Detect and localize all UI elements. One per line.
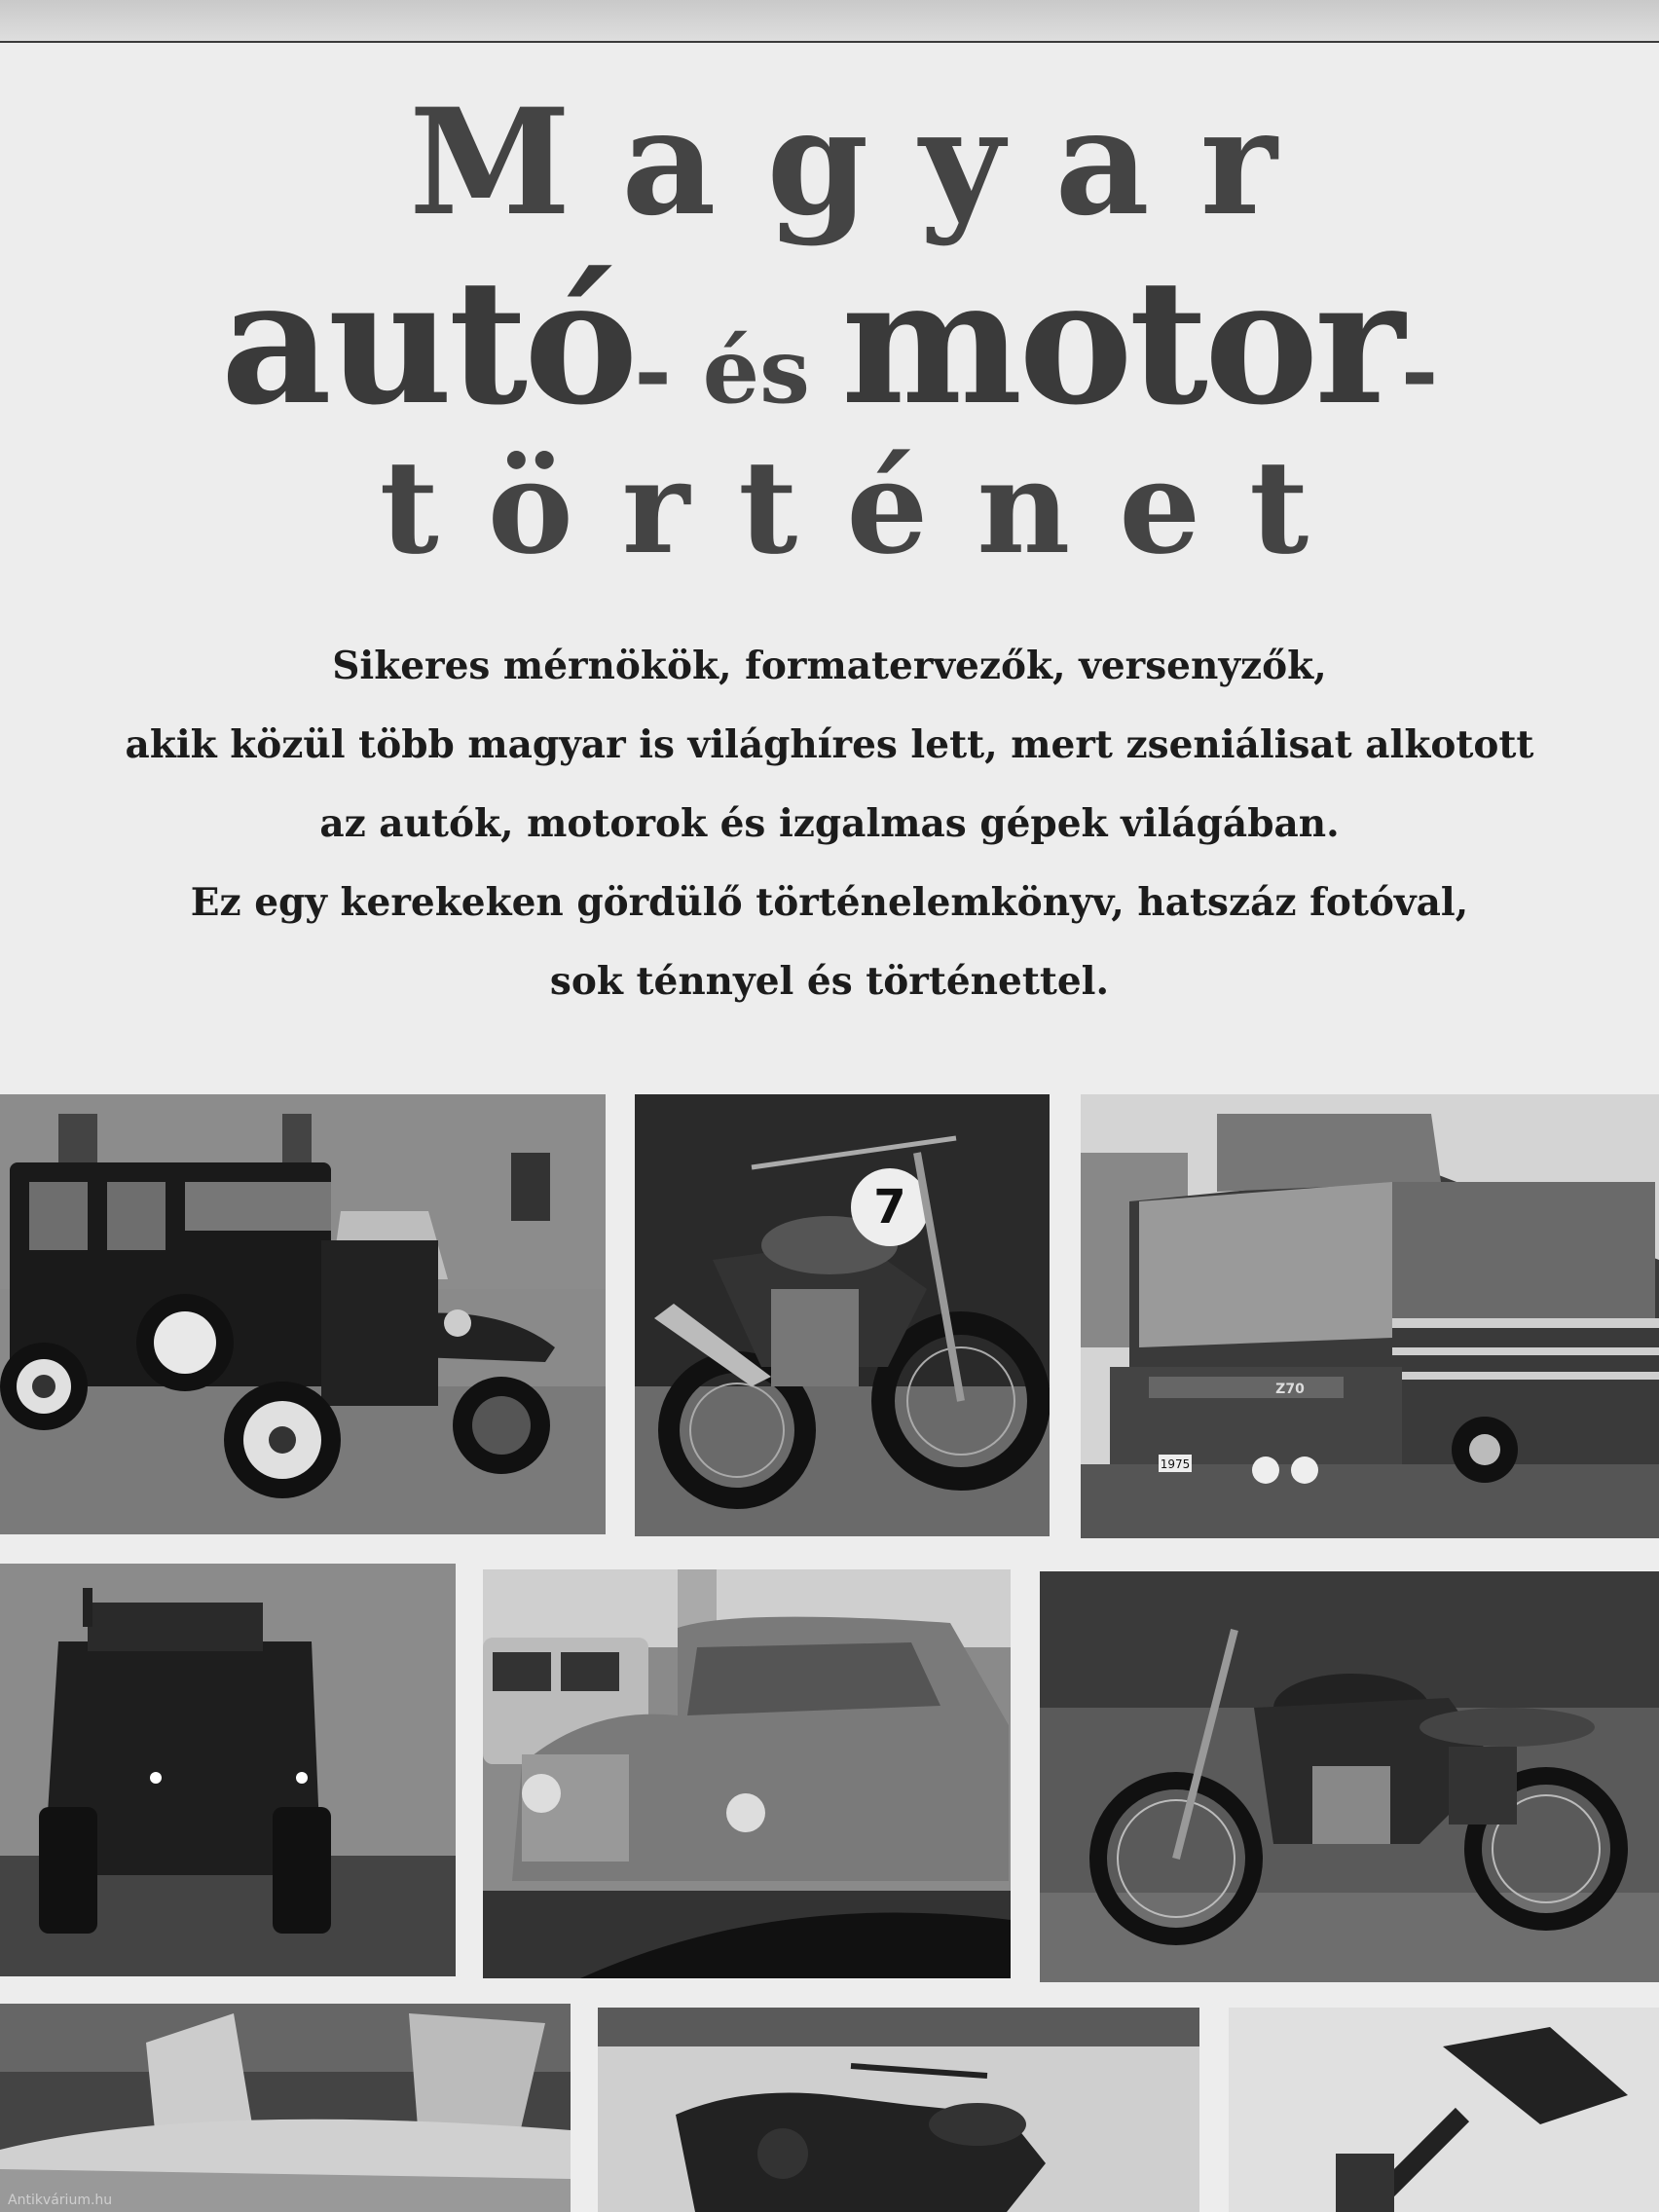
photo-pannonia-motorcycle (1040, 1571, 1659, 1982)
photo-classic-sedan (483, 1569, 1011, 1978)
title-dash: - (1401, 318, 1439, 424)
title-auto: autó (220, 241, 635, 443)
moto-number: 7 (873, 1180, 906, 1235)
blurb-line: Ez egy kerekeken gördülő történelemkönyv, hatszáz fotóval, (190, 880, 1469, 925)
title-es: - és (634, 318, 842, 424)
title-tortenet: történet (379, 432, 1358, 583)
blurb-line: az autók, motorok és izgalmas gépek világában. (319, 801, 1340, 846)
photo-vintage-motorcycle (598, 2008, 1199, 2212)
top-border-strip (0, 0, 1659, 43)
bus-model-badge: Z70 (1275, 1382, 1305, 1397)
photo-ikarus-bus (1081, 1094, 1659, 1538)
cover-blurb (0, 627, 1659, 1021)
title-motor: motor (841, 241, 1402, 443)
blurb-line: Sikeres mérnökök, formatervezők, versenyzők, (332, 644, 1327, 688)
photo-vintage-car (0, 1094, 606, 1534)
title-auto-es-motor (0, 241, 1659, 443)
photo-truck-fog (0, 1564, 456, 1976)
blurb-line: sok ténnyel és történettel. (549, 959, 1110, 1004)
watermark: Antikvárium.hu (8, 2193, 113, 2208)
bus-plate: 1975 (1160, 1457, 1191, 1471)
title-magyar: Magyar (409, 77, 1328, 248)
blurb-line: akik közül több magyar is világhíres lett, mert zseniálisat alkotott (125, 722, 1534, 767)
photo-sports-car (0, 2004, 571, 2212)
photo-motorcycle-7 (635, 1094, 1050, 1536)
photo-excavator (1229, 2008, 1659, 2212)
